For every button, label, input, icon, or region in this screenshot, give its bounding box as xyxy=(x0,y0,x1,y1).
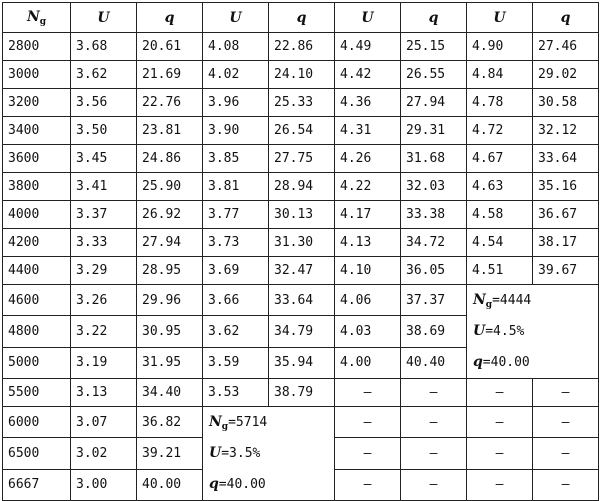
q-value-cell: 36.82 xyxy=(137,407,203,438)
data-table-container xyxy=(2,2,598,493)
q-value-cell: 27.46 xyxy=(533,33,599,61)
empty-dash-cell: — xyxy=(401,469,467,500)
u-value-cell: 4.78 xyxy=(467,89,533,117)
u-value-cell: 4.42 xyxy=(335,61,401,89)
q-value-cell: 25.90 xyxy=(137,173,203,201)
q-value-cell: 25.33 xyxy=(269,89,335,117)
q-value-cell: 39.21 xyxy=(137,438,203,469)
u-value-cell: 3.26 xyxy=(71,285,137,316)
empty-dash-cell: — xyxy=(533,469,599,500)
q-value-cell: 26.92 xyxy=(137,201,203,229)
u-value-cell: 3.37 xyxy=(71,201,137,229)
header-q-3: q xyxy=(401,3,467,33)
q-value-cell: 32.03 xyxy=(401,173,467,201)
q-value-cell: 27.94 xyxy=(137,229,203,257)
ng-value-cell: 4600 xyxy=(3,285,71,316)
u-value-cell: 4.06 xyxy=(335,285,401,316)
note-group4-u: U=4.5% xyxy=(473,323,525,339)
header-q-2: q xyxy=(269,3,335,33)
ng-value-cell: 4800 xyxy=(3,316,71,347)
note-group4-q: q=40.00 xyxy=(473,354,530,370)
u-value-cell: 4.26 xyxy=(335,145,401,173)
u-value-cell: 4.72 xyxy=(467,117,533,145)
table-row xyxy=(3,61,599,89)
q-value-cell: 20.61 xyxy=(137,33,203,61)
ng-value-cell: 4000 xyxy=(3,201,71,229)
header-row xyxy=(3,3,599,33)
u-value-cell: 4.13 xyxy=(335,229,401,257)
q-value-cell: 30.95 xyxy=(137,316,203,347)
u-value-cell: 4.00 xyxy=(335,347,401,378)
u-value-cell: 4.17 xyxy=(335,201,401,229)
u-value-cell: 3.07 xyxy=(71,407,137,438)
ng-value-cell: 3600 xyxy=(3,145,71,173)
u-value-cell: 3.81 xyxy=(203,173,269,201)
table-row xyxy=(3,145,599,173)
q-value-cell: 34.79 xyxy=(269,316,335,347)
q-value-cell: 21.69 xyxy=(137,61,203,89)
table-row xyxy=(3,117,599,145)
q-value-cell: 39.67 xyxy=(533,257,599,285)
q-value-cell: 35.94 xyxy=(269,347,335,378)
q-value-cell: 28.94 xyxy=(269,173,335,201)
ng-value-cell: 6667 xyxy=(3,469,71,500)
u-value-cell: 4.36 xyxy=(335,89,401,117)
u-value-cell: 4.90 xyxy=(467,33,533,61)
q-value-cell: 22.76 xyxy=(137,89,203,117)
q-value-cell: 36.05 xyxy=(401,257,467,285)
q-value-cell: 26.54 xyxy=(269,117,335,145)
q-value-cell: 32.47 xyxy=(269,257,335,285)
q-value-cell: 36.67 xyxy=(533,201,599,229)
q-value-cell: 28.95 xyxy=(137,257,203,285)
u-value-cell: 4.03 xyxy=(335,316,401,347)
u-value-cell: 4.54 xyxy=(467,229,533,257)
table-row xyxy=(3,33,599,61)
q-value-cell: 22.86 xyxy=(269,33,335,61)
q-value-cell: 34.72 xyxy=(401,229,467,257)
header-u-3: U xyxy=(335,3,401,33)
u-value-cell: 4.31 xyxy=(335,117,401,145)
note-group4 xyxy=(467,285,599,379)
u-value-cell: 4.08 xyxy=(203,33,269,61)
u-value-cell: 3.73 xyxy=(203,229,269,257)
u-value-cell: 4.02 xyxy=(203,61,269,89)
u-value-cell: 3.68 xyxy=(71,33,137,61)
header-u-1: U xyxy=(71,3,137,33)
q-value-cell: 30.58 xyxy=(533,89,599,117)
ng-value-cell: 6000 xyxy=(3,407,71,438)
u-value-cell: 4.10 xyxy=(335,257,401,285)
q-value-cell: 40.40 xyxy=(401,347,467,378)
empty-dash-cell: — xyxy=(335,438,401,469)
empty-dash-cell: — xyxy=(533,379,599,407)
empty-dash-cell: — xyxy=(533,407,599,438)
u-value-cell: 3.50 xyxy=(71,117,137,145)
q-value-cell: 30.13 xyxy=(269,201,335,229)
u-value-cell: 3.29 xyxy=(71,257,137,285)
ng-value-cell: 3400 xyxy=(3,117,71,145)
u-value-cell: 3.69 xyxy=(203,257,269,285)
note-group2 xyxy=(203,407,335,501)
q-value-cell: 27.94 xyxy=(401,89,467,117)
q-value-cell: 29.31 xyxy=(401,117,467,145)
q-value-cell: 33.64 xyxy=(269,285,335,316)
u-value-cell: 4.63 xyxy=(467,173,533,201)
empty-dash-cell: — xyxy=(401,379,467,407)
q-value-cell: 29.96 xyxy=(137,285,203,316)
header-q-1: q xyxy=(137,3,203,33)
q-value-cell: 33.64 xyxy=(533,145,599,173)
u-value-cell: 3.77 xyxy=(203,201,269,229)
u-value-cell: 4.67 xyxy=(467,145,533,173)
u-value-cell: 4.84 xyxy=(467,61,533,89)
empty-dash-cell: — xyxy=(467,438,533,469)
header-ng: $N_g$ xyxy=(3,3,71,33)
empty-dash-cell: — xyxy=(335,407,401,438)
q-value-cell: 38.79 xyxy=(269,379,335,407)
u-value-cell: 3.62 xyxy=(71,61,137,89)
u-value-cell: 3.96 xyxy=(203,89,269,117)
u-value-cell: 3.45 xyxy=(71,145,137,173)
u-value-cell: 3.53 xyxy=(203,379,269,407)
ng-value-cell: 5000 xyxy=(3,347,71,378)
table-row xyxy=(3,285,599,316)
u-value-cell: 3.19 xyxy=(71,347,137,378)
u-value-cell: 4.22 xyxy=(335,173,401,201)
note-group4-ng: $N_g=4444$ xyxy=(473,292,532,310)
u-value-cell: 3.02 xyxy=(71,438,137,469)
ng-value-cell: 6500 xyxy=(3,438,71,469)
q-value-cell: 29.02 xyxy=(533,61,599,89)
data-table xyxy=(2,2,599,501)
empty-dash-cell: — xyxy=(335,469,401,500)
u-value-cell: 4.58 xyxy=(467,201,533,229)
header-q-4: q xyxy=(533,3,599,33)
empty-dash-cell: — xyxy=(467,407,533,438)
u-value-cell: 3.66 xyxy=(203,285,269,316)
empty-dash-cell: — xyxy=(467,469,533,500)
q-value-cell: 35.16 xyxy=(533,173,599,201)
q-value-cell: 31.30 xyxy=(269,229,335,257)
q-value-cell: 24.86 xyxy=(137,145,203,173)
q-value-cell: 26.55 xyxy=(401,61,467,89)
q-value-cell: 23.81 xyxy=(137,117,203,145)
u-value-cell: 3.59 xyxy=(203,347,269,378)
note-group2-q: q=40.00 xyxy=(209,476,266,492)
header-u-2: U xyxy=(203,3,269,33)
ng-value-cell: 4400 xyxy=(3,257,71,285)
u-value-cell: 3.33 xyxy=(71,229,137,257)
u-value-cell: 4.49 xyxy=(335,33,401,61)
ng-value-cell: 3000 xyxy=(3,61,71,89)
u-value-cell: 3.41 xyxy=(71,173,137,201)
q-value-cell: 25.15 xyxy=(401,33,467,61)
ng-value-cell: 3200 xyxy=(3,89,71,117)
note-group2-ng: $N_g=5714$ xyxy=(209,414,268,432)
empty-dash-cell: — xyxy=(401,438,467,469)
u-value-cell: 3.56 xyxy=(71,89,137,117)
table-row xyxy=(3,229,599,257)
empty-dash-cell: — xyxy=(401,407,467,438)
ng-value-cell: 4200 xyxy=(3,229,71,257)
q-value-cell: 37.37 xyxy=(401,285,467,316)
q-value-cell: 38.17 xyxy=(533,229,599,257)
q-value-cell: 31.68 xyxy=(401,145,467,173)
empty-dash-cell: — xyxy=(533,438,599,469)
u-value-cell: 3.13 xyxy=(71,379,137,407)
q-value-cell: 31.95 xyxy=(137,347,203,378)
u-value-cell: 3.90 xyxy=(203,117,269,145)
header-u-4: U xyxy=(467,3,533,33)
ng-value-cell: 3800 xyxy=(3,173,71,201)
table-row xyxy=(3,89,599,117)
q-value-cell: 27.75 xyxy=(269,145,335,173)
u-value-cell: 3.22 xyxy=(71,316,137,347)
table-row xyxy=(3,173,599,201)
table-row xyxy=(3,257,599,285)
empty-dash-cell: — xyxy=(335,379,401,407)
q-value-cell: 38.69 xyxy=(401,316,467,347)
table-row xyxy=(3,201,599,229)
q-value-cell: 33.38 xyxy=(401,201,467,229)
u-value-cell: 3.00 xyxy=(71,469,137,500)
q-value-cell: 24.10 xyxy=(269,61,335,89)
u-value-cell: 3.62 xyxy=(203,316,269,347)
table-row xyxy=(3,407,599,438)
table-row xyxy=(3,379,599,407)
q-value-cell: 40.00 xyxy=(137,469,203,500)
ng-value-cell: 5500 xyxy=(3,379,71,407)
u-value-cell: 3.85 xyxy=(203,145,269,173)
ng-value-cell: 2800 xyxy=(3,33,71,61)
q-value-cell: 34.40 xyxy=(137,379,203,407)
empty-dash-cell: — xyxy=(467,379,533,407)
q-value-cell: 32.12 xyxy=(533,117,599,145)
note-group2-u: U=3.5% xyxy=(209,445,261,461)
u-value-cell: 4.51 xyxy=(467,257,533,285)
